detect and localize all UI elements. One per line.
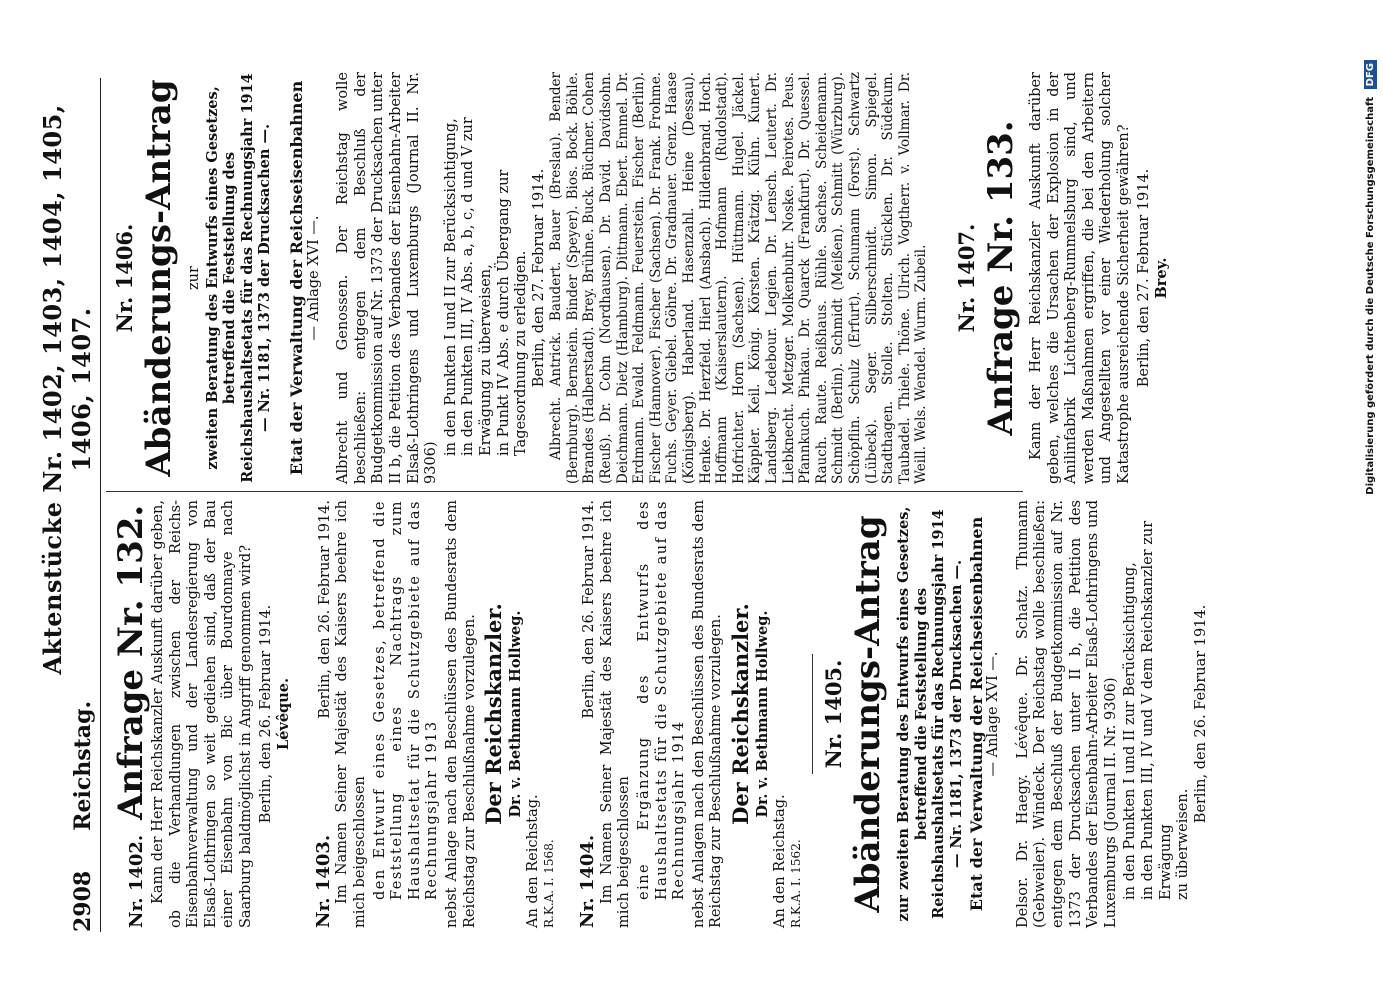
signature-name: Dr. v. Bethmann Hollweg. [507,610,525,818]
digitization-footer [1364,0,1377,1000]
signature-name: Dr. v. Bethmann Hollweg. [754,610,772,818]
section-number: Nr. 1402. [126,834,147,928]
dfg-logo: DFG [1364,60,1377,89]
section-subheading: Etat der Verwaltung der Reichseisenbahnen [966,516,986,912]
section-1407 [954,72,1171,484]
section-item: eine Ergänzung des Entwurfs des Haushaltsetats für die Schutzgebiete auf das Rechnungsjahr 1914 [636,500,688,900]
column-divider [106,491,1023,492]
section-rest: nebst Anlage nach den Beschlüssen des Bundesrats dem Reichstag zur Beschlußnahme vorzulegen. [443,500,478,928]
reference-number: R.K.A. I. 1562. [789,839,804,928]
section-item: in den Punkten III, IV Abs. a, b, c, d und V zur Erwägung zu überweisen, [460,117,494,456]
section-item: den Entwurf eines Gesetzes, betreffend die Feststellung eines Nachtrags zum Haushaltsetat für die Schutzgebiete auf das Rechnungsjahr 1913 [371,500,441,900]
section-item: zu überweisen. [1175,788,1192,900]
section-item: in den Punkten I und II zur Berücksichtigung, [442,118,459,456]
section-date: Berlin, den 26. Februar 1914. [1192,604,1209,824]
section-intro: Im Namen Seiner Majestät des Kaisers beehre ich mich beigeschlossen [334,500,368,928]
section-intro: Im Namen Seiner Majestät des Kaisers beehre ich mich beigeschlossen [598,500,633,928]
section-body: Delsor. Dr. Haegy. Lévêque. Dr. Schatz. Thumann (Gebweiler). Windeck. Der Reichstag wolle beschließen: entgegen dem Beschluß der Budgetkommission auf Nr. 1373 der Drucksachen unter II b, die Petition des Verbandes der Eisenbahn-Arbeiter Elsaß-Lothringens und Luxemburgs (Journal II. Nr. 9306) [1014,500,1119,928]
section-date: Berlin, den 27. Februar 1914. [1135,168,1152,388]
addressee: An den Reichstag. [771,794,788,928]
section-1405 [821,500,1210,928]
section-subheading: Etat der Verwaltung der Reichseisenbahnen [286,80,306,476]
section-number: Nr. 1404. [577,834,599,928]
signature-title: Der Reichskanzler. [481,603,507,825]
section-text: Kann der Herr Reichskanzler Auskunft darüber geben, welches die Ursachen der Explosion in der Anilinfabrik Lichtenberg-Rummelsburg sind, und werden Maßnahmen ergriffen, die bei den Arbeitern und Angestellten vor einer Wiederholung solcher Katastrophe ausreichende Sicherheit gewähren? [1027,72,1132,484]
section-text: Kann der Herr Reichskanzler Auskunft darüber geben, ob die Verhandlungen zwischen der Reichs-Eisenbahnverwaltung und der Landesregierung von Elsaß-Lothringen so weit gediehen sind, daß der Bau einer Eisenbahn von Bic über Bourdonnaye nach Saarburg baldmöglichst in Angriff genommen wird? [150,500,254,928]
section-number: Nr. 1403. [312,834,334,928]
reference-number: R.K.A. I. 1568. [542,839,557,928]
section-date: Berlin, den 27. Februar 1914. [530,168,547,388]
addressee: An den Reichstag. [524,794,541,928]
section-rest: nebst Anlagen nach den Beschlüssen des Bundesrats dem Reichstag zur Beschlußnahme vorzulegen. [690,500,725,928]
section-date: Berlin, den 26. Februar 1914. [316,500,333,719]
section-annex: — Anlage XVI —. [985,651,1002,777]
section-text: zur zweiten Beratung des Entwurfs eines Gesetzes, betreffend die Feststellung des Reichshaushaltsetats für das Rechnungsjahr 1914 — Nr. 1181, 1373 der Drucksachen —. [895,506,965,922]
signature-title: Der Reichskanzler. [728,603,754,825]
section-number: Nr. 1405. [821,659,847,769]
section-separator [812,654,813,774]
section-heading: Anfrage Nr. 132. [111,504,151,821]
section-number: Nr. 1406. [112,223,137,333]
section-1403 [312,500,558,928]
page-header [38,78,101,932]
header-title: Aktenstücke Nr. 1402, 1403, 1404, 1405, 1406, 1407. [38,104,96,675]
section-annex: — Anlage XVI —. [305,215,322,341]
section-heading: Abänderungs-Antrag [848,515,889,913]
section-date: Berlin, den 26. Februar 1914. [581,500,598,719]
section-item: in Punkt IV Abs. e durch Übergang zur Tagesordnung zu erledigen. [495,169,530,456]
section-number: Nr. 1407. [953,223,979,333]
section-signature: Brey. [1153,257,1171,299]
signatories-list: Albrecht. Antrick. Baudert. Bauer (Breslau). Bender (Bernburg). Bernstein. Binder (Speyer). Bios. Bock. Böhle. Brandes (Halberstadt). Brey. Brühne. Buck. Büchner. Cohen (Reuß). Dr. Cohn (Nordhausen). Dr. David. Davidsohn. Deichmann. Dietz (Hamburg). Dittmann. Ebert. Emmel. Dr. Erdmann. Ewald. Feldmann. Feuerstein. Fischer (Berlin). Fischer (Hannover). Fischer (Sachsen). Dr. Frank. Frohme. Fuchs. Geyer. Giebel. Göhre. Dr. Gradnauer. Grenz. Haase (Königsberg). Haberland. Hasenzahl. Heine (Dessau). Henke. Dr. Herzfeld. Hierl (Ansbach). Hildenbrand. Hoch. Hoffmann (Kaiserslautern). Hofmann (Rudolstadt). Hofrichter. Horn (Sachsen). Hüttmann. Hugel. Jäckel. Käppler. Keil. König. Körsten. Krätzig. Kühn. Kunert. Landsberg. Ledebour. Legien. Dr. Lensch. Leutert. Dr. Liebknecht. Metzger. Molkenbuhr. Noske. Peirotes. Peus. Pfannkuch. Pinkau. Dr. Quarck (Frankfurt). Dr. Quessel. Rauch. Raute. Reißhaus. Rühle. Sachse. Scheidemann. Schmidt (Berlin). Schmidt (Meißen). Schmitt (Würzburg). Schöpflin. Schulz (Erfurt). Schumann (Forst). Schwartz (Lübeck). Seger. Silberschmidt. Simon. Spiegel. Stadthagen. Stolle. Stolten. Stücklen. Dr. Südekum. Taubadel. Thiele. Thöne. Ulrich. Vogtherr. v. Vollmar. Dr. Weill. Wels. Wendel. Wurm. Zubeil. [548,72,930,484]
header-left: Reichstag. [70,700,96,831]
section-text: zweiten Beratung des Entwurfs eines Gesetzes, betreffend die Feststellung des Reichshaushaltsetats für das Rechnungsjahr 1914 — Nr. 1181, 1373 der Drucksachen —. [203,73,274,483]
section-1402 [112,500,293,928]
section-zur: zur [186,266,202,290]
page-number: 2908 [70,870,96,932]
section-1404 [579,500,804,928]
section-body: Albrecht und Genossen. Der Reichstag wolle beschließen: entgegen dem Beschluß der Budgetkommission auf Nr. 1373 der Drucksachen unter II b, die Petition des Verbandes der Eisenbahn-Arbeiter Elsaß-Lothringens und Luxemburgs (Journal II. Nr. 9306) [335,72,440,484]
section-item: in den Punkten III, IV und V dem Reichskanzler zur Erwägung [1139,520,1174,900]
section-heading: Anfrage Nr. 133. [980,120,1021,436]
section-heading: Abänderungs-Antrag [139,79,179,477]
section-date: Berlin, den 26. Februar 1914. [257,604,274,824]
section-1406 [112,72,930,484]
right-column [112,72,1359,484]
section-item: in den Punkten I und II zur Berücksichtigung, [1122,562,1139,900]
section-signature: Lévêque. [275,677,293,751]
footer-text: Digitalisierung gefördert durch die Deutsche Forschungsgemeinschaft [1365,96,1376,495]
left-column [112,500,1359,928]
